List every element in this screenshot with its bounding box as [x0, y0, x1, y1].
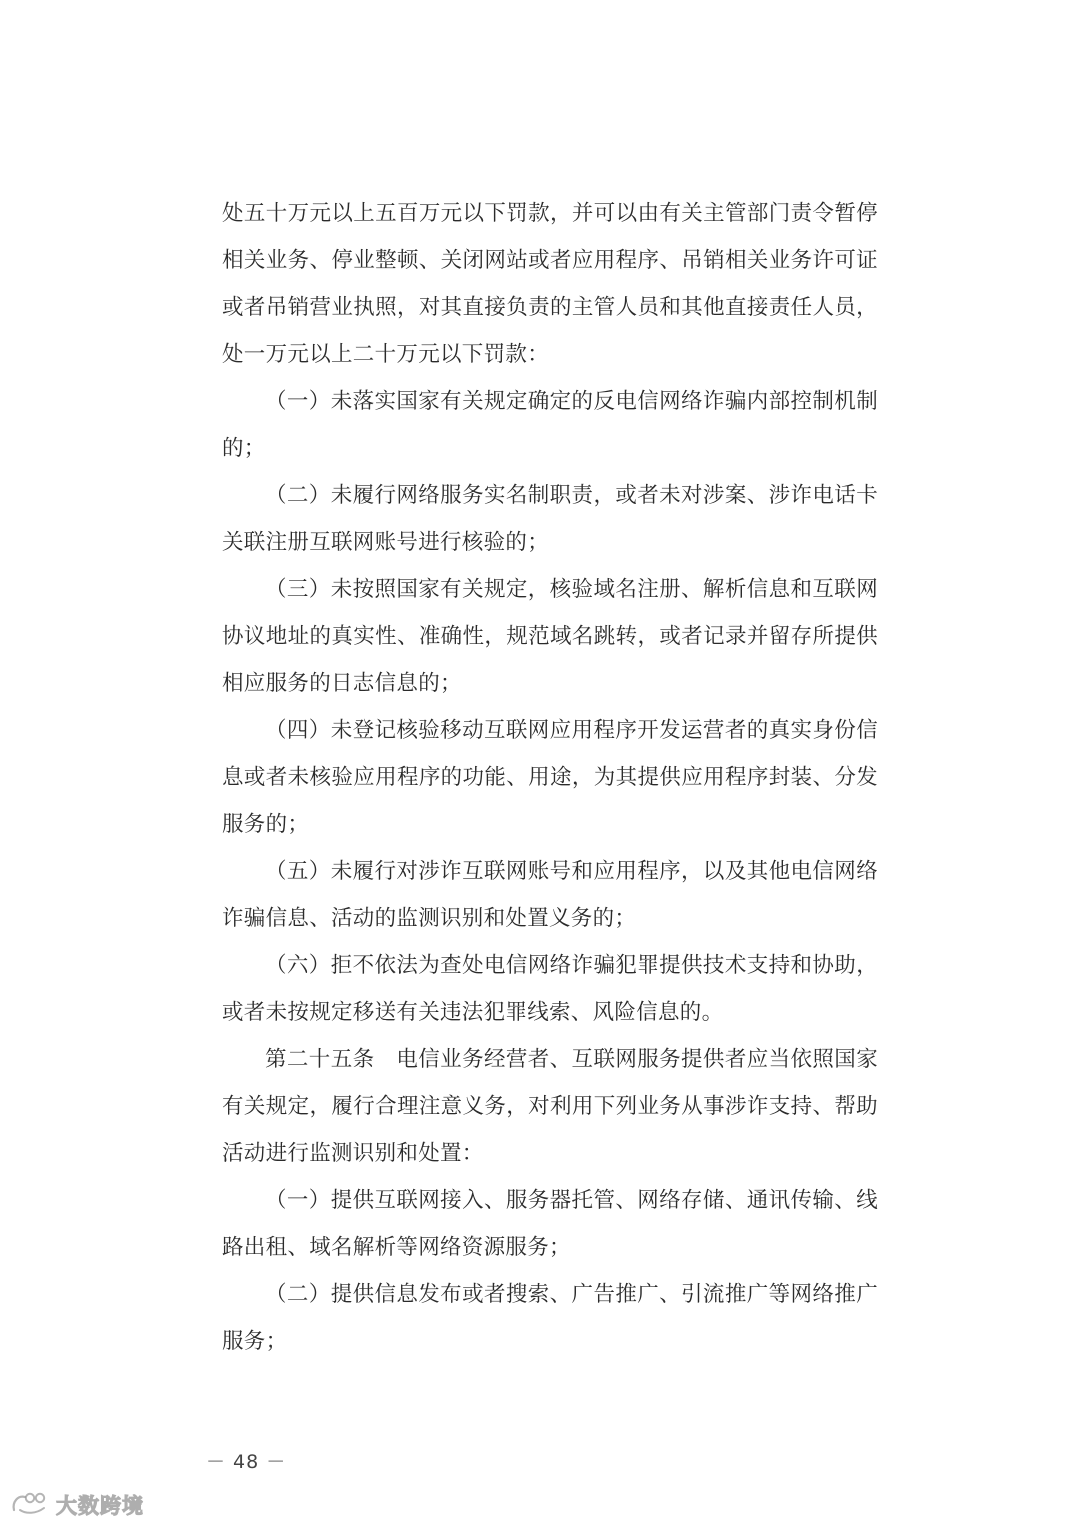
watermark	[10, 1490, 144, 1520]
paragraph: （二）提供信息发布或者搜索、广告推广、引流推广等网络推广服务；	[222, 1282, 878, 1354]
watermark-text: 大数跨境	[56, 1494, 144, 1518]
paragraph: （四）未登记核验移动互联网应用程序开发运营者的真实身份信息或者未核验应用程序的功能、用途，为其提供应用程序封装、分发服务的；	[222, 718, 878, 837]
paragraph: （二）未履行网络服务实名制职责，或者未对涉案、涉诈电话卡关联注册互联网账号进行核验的；	[222, 483, 878, 555]
logo-icon	[10, 1490, 52, 1520]
article-paragraph: 第二十五条 电信业务经营者、互联网服务提供者应当依照国家有关规定，履行合理注意义务，对利用下列业务从事涉诈支持、帮助活动进行监测识别和处置：	[222, 1047, 878, 1166]
paragraph: （六）拒不依法为查处电信网络诈骗犯罪提供技术支持和协助，或者未按规定移送有关违法犯罪线索、风险信息的。	[222, 953, 878, 1025]
paragraph: （一）提供互联网接入、服务器托管、网络存储、通讯传输、线路出租、域名解析等网络资源服务；	[222, 1188, 878, 1260]
paragraph: （三）未按照国家有关规定，核验域名注册、解析信息和互联网协议地址的真实性、准确性，规范域名跳转，或者记录并留存所提供相应服务的日志信息的；	[222, 577, 878, 696]
paragraph: 处五十万元以上五百万元以下罚款，并可以由有关主管部门责令暂停相关业务、停业整顿、关闭网站或者应用程序、吊销相关业务许可证或者吊销营业执照，对其直接负责的主管人员和其他直接责任人员，处一万元以上二十万元以下罚款：	[222, 201, 878, 367]
page-number: － 48 －	[206, 1451, 287, 1473]
paragraph: （五）未履行对涉诈互联网账号和应用程序，以及其他电信网络诈骗信息、活动的监测识别和处置义务的；	[222, 859, 878, 931]
document-body	[222, 190, 878, 1365]
paragraph: （一）未落实国家有关规定确定的反电信网络诈骗内部控制机制的；	[222, 389, 878, 461]
